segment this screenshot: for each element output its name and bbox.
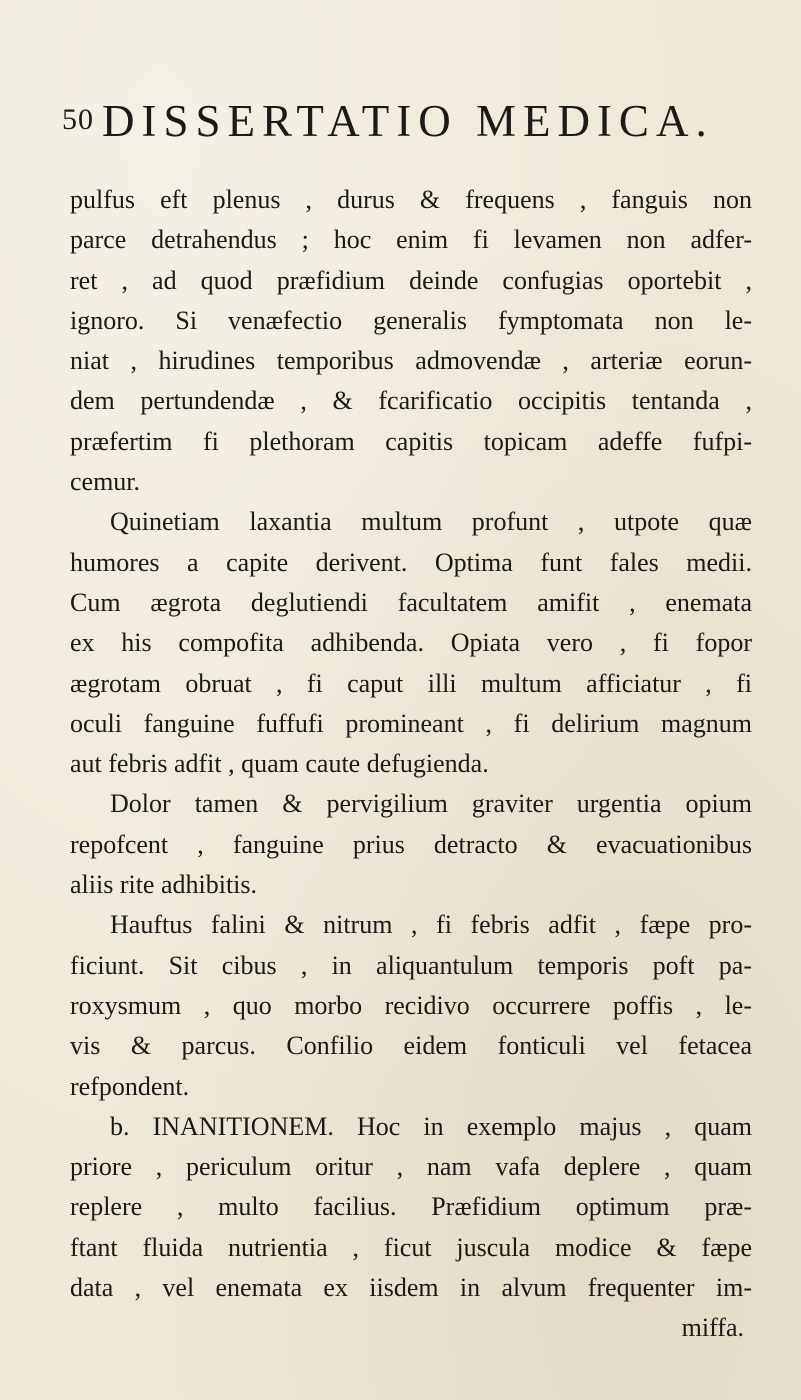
text-line: Quinetiam laxantia multum profunt , utpote quæ <box>110 507 752 537</box>
catchword: miffa. <box>681 1313 744 1343</box>
text-line: aliis rite adhibitis. <box>70 870 258 900</box>
text-line: niat , hirudines temporibus admovendæ , arteriæ eorun- <box>70 346 752 376</box>
text-line: ex his compofita adhibenda. Opiata vero , fi fopor <box>70 628 752 658</box>
text-line: replere , multo facilius. Præfidium optimum præ- <box>70 1192 752 1222</box>
text-line: præfertim fi plethoram capitis topicam adeffe fufpi- <box>70 426 752 456</box>
page-header <box>62 95 762 155</box>
text-line: humores a capite derivent. Optima funt fales medii. <box>70 547 752 577</box>
text-line: oculi fanguine fuffufi promineant , fi delirium magnum <box>70 708 752 738</box>
text-line: data , vel enemata ex iisdem in alvum frequenter im- <box>70 1273 752 1303</box>
text-line: Dolor tamen & pervigilium graviter urgentia opium <box>110 789 752 819</box>
text-line: pulfus eft plenus , durus & frequens , fanguis non <box>70 185 752 214</box>
text-line: ficiunt. Sit cibus , in aliquantulum temporis poft pa- <box>70 950 752 980</box>
text-line: ret , ad quod præfidium deinde confugias oportebit , <box>70 265 752 295</box>
text-line: aut febris adfit , quam caute defugienda. <box>70 749 489 779</box>
text-line: dem pertundendæ , & fcarificatio occipitis tentanda , <box>70 386 752 416</box>
text-line: roxysmum , quo morbo recidivo occurrere poffis , le- <box>70 990 752 1020</box>
page-number: 50 <box>62 103 94 136</box>
text-line: b. INANITIONEM. Hoc in exemplo majus , quam <box>110 1111 752 1141</box>
body-text <box>70 180 752 1348</box>
text-line: parce detrahendus ; hoc enim fi levamen non adfer- <box>70 225 752 255</box>
running-title: DISSERTATIO MEDICA. <box>102 96 714 146</box>
text-line: Cum ægrota deglutiendi facultatem amifit , enemata <box>70 587 752 617</box>
text-line: ignoro. Si venæfectio generalis fymptomata non le- <box>70 305 752 335</box>
text-line: repofcent , fanguine prius detracto & evacuationibus <box>70 829 752 859</box>
text-line: cemur. <box>70 467 141 497</box>
text-line: refpondent. <box>70 1071 190 1101</box>
text-line: ægrotam obruat , fi caput illi multum afficiatur , fi <box>70 668 752 698</box>
text-line: ftant fluida nutrientia , ficut juscula modice & fæpe <box>70 1232 752 1262</box>
text-line: vis & parcus. Confilio eidem fonticuli vel fetacea <box>70 1031 752 1061</box>
text-line: Hauftus falini & nitrum , fi febris adfit , fæpe pro- <box>110 910 752 940</box>
text-line: priore , periculum oritur , nam vafa deplere , quam <box>70 1152 752 1182</box>
